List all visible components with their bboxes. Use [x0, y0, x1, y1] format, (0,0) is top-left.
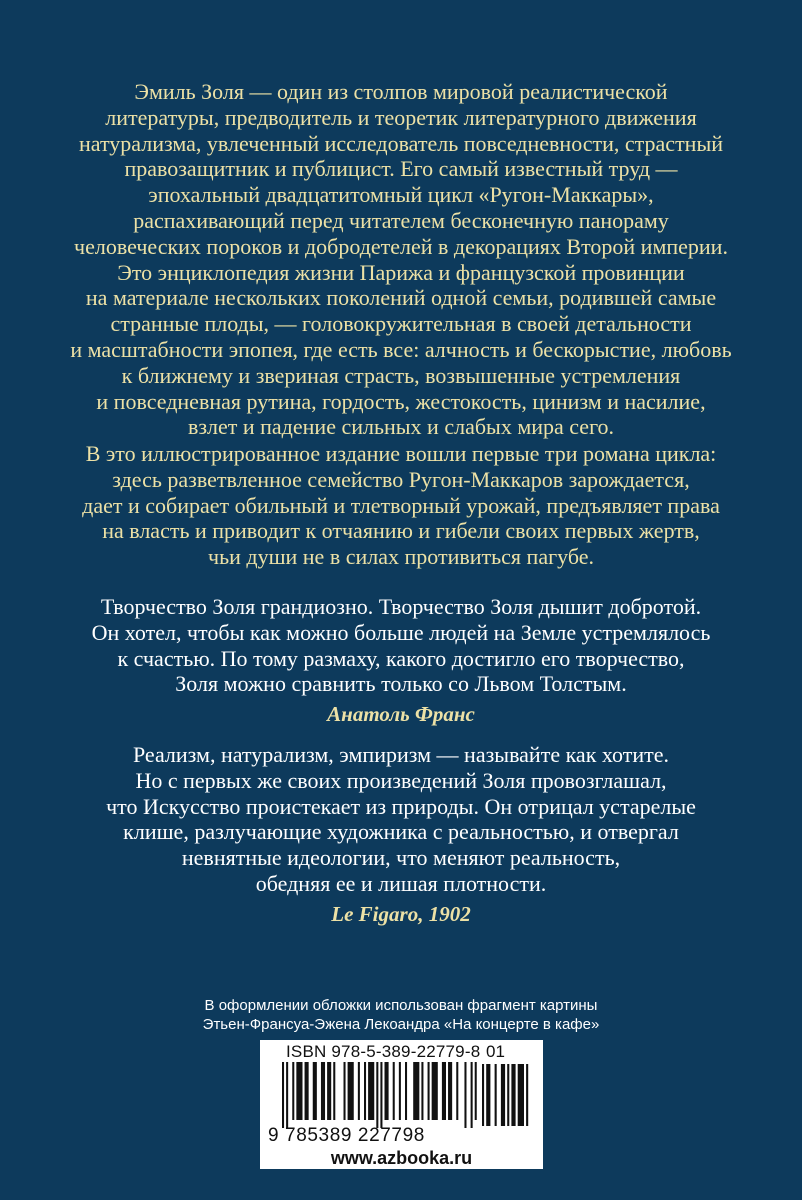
- addon-code: 01: [486, 1042, 505, 1061]
- text-line: на материале нескольких поколений одной семьи, родившей самые: [85, 285, 717, 311]
- quote-line: невнятные идеологии, что меняют реальность,: [181, 845, 621, 871]
- text-line: на власть и приводит к отчаянию и гибели своих первых жертв,: [102, 518, 700, 544]
- credit-line: Этьен-Франсуа-Эжена Лекоандра «На концерте в кафе»: [202, 1016, 600, 1033]
- quote-line: клише, разлучающие художника с реальностью, и отвергал: [123, 819, 679, 845]
- isbn-barcode: [260, 1040, 543, 1169]
- text-line: и масштабности эпопея, где есть все: алчность и бескорыстие, любовь: [70, 336, 732, 362]
- quote-line: что Искусство проистекает из природы. Он отрицал устарелые: [106, 793, 696, 819]
- text-line: правозащитник и публицист. Его самый известный труд —: [124, 156, 678, 182]
- quote-line: Золя можно сравнить только со Львом Толстым.: [175, 671, 627, 697]
- text-line: и повседневная рутина, гордость, жестокость, цинизм и насилие,: [96, 388, 706, 414]
- quote-line: к счастью. По тому размаху, какого достигло его творчество,: [117, 645, 685, 671]
- text-line: литературы, предводитель и теоретик литературного движения: [105, 104, 697, 130]
- quote-line: обедняя ее и лишая плотности.: [255, 870, 547, 896]
- text-line: дает и собирает обильный и тлетворный урожай, предъявляет права: [82, 492, 720, 518]
- website-url: www.azbooka.ru: [330, 1148, 473, 1168]
- ean-digits: 9 785389 227798: [268, 1125, 425, 1146]
- quote-line: Реализм, натурализм, эмпиризм — называйте как хотите.: [132, 742, 670, 767]
- text-line: здесь разветвленное семейство Ругон-Маккаров зарождается,: [112, 466, 690, 492]
- quote-anatole-france: [0, 594, 802, 728]
- annotation-paragraph-2: [0, 441, 802, 570]
- quote-author: Анатоль Франс: [327, 702, 475, 727]
- text-line: Эмиль Золя — один из столпов мировой реалистической: [134, 79, 668, 104]
- addon-barcode-bars: [482, 1064, 534, 1128]
- barcode-bars: [282, 1062, 478, 1128]
- quote-le-figaro: [0, 742, 802, 928]
- quote-line: Он хотел, чтобы как можно больше людей на Земле устремлялось: [91, 619, 711, 645]
- text-line: В это иллюстрированное издание вошли первые три романа цикла:: [85, 441, 717, 466]
- text-line: взлет и падение сильных и слабых мира сего.: [187, 414, 615, 440]
- quote-line: Творчество Золя грандиозно. Творчество Золя дышит добротой.: [100, 594, 702, 619]
- cover-credit: [0, 996, 802, 1034]
- annotation-paragraph-1: [0, 79, 802, 440]
- text-line: странные плоды, — головокружительная в своей детальности: [110, 311, 692, 337]
- text-line: человеческих пороков и добродетелей в декорациях Второй империи.: [74, 233, 728, 259]
- text-line: распахивающий перед читателем бесконечную панораму: [133, 207, 669, 233]
- text-line: натурализма, увлеченный исследователь повседневности, страстный: [78, 130, 724, 156]
- text-line: к ближнему и звериная страсть, возвышенные устремления: [121, 362, 681, 388]
- isbn-number: ISBN 978-5-389-22779-8: [286, 1042, 481, 1061]
- text-line: Это энциклопедия жизни Парижа и французской провинции: [117, 259, 685, 285]
- credit-line: В оформлении обложки использован фрагмент картины: [204, 997, 598, 1014]
- quote-author: Le Figaro, 1902: [331, 901, 471, 926]
- text-line: эпохальный двадцатитомный цикл «Ругон-Маккары»,: [148, 182, 654, 208]
- text-line: чьи души не в силах противиться пагубе.: [208, 544, 594, 570]
- quote-line: Но с первых же своих произведений Золя провозглашал,: [135, 767, 667, 793]
